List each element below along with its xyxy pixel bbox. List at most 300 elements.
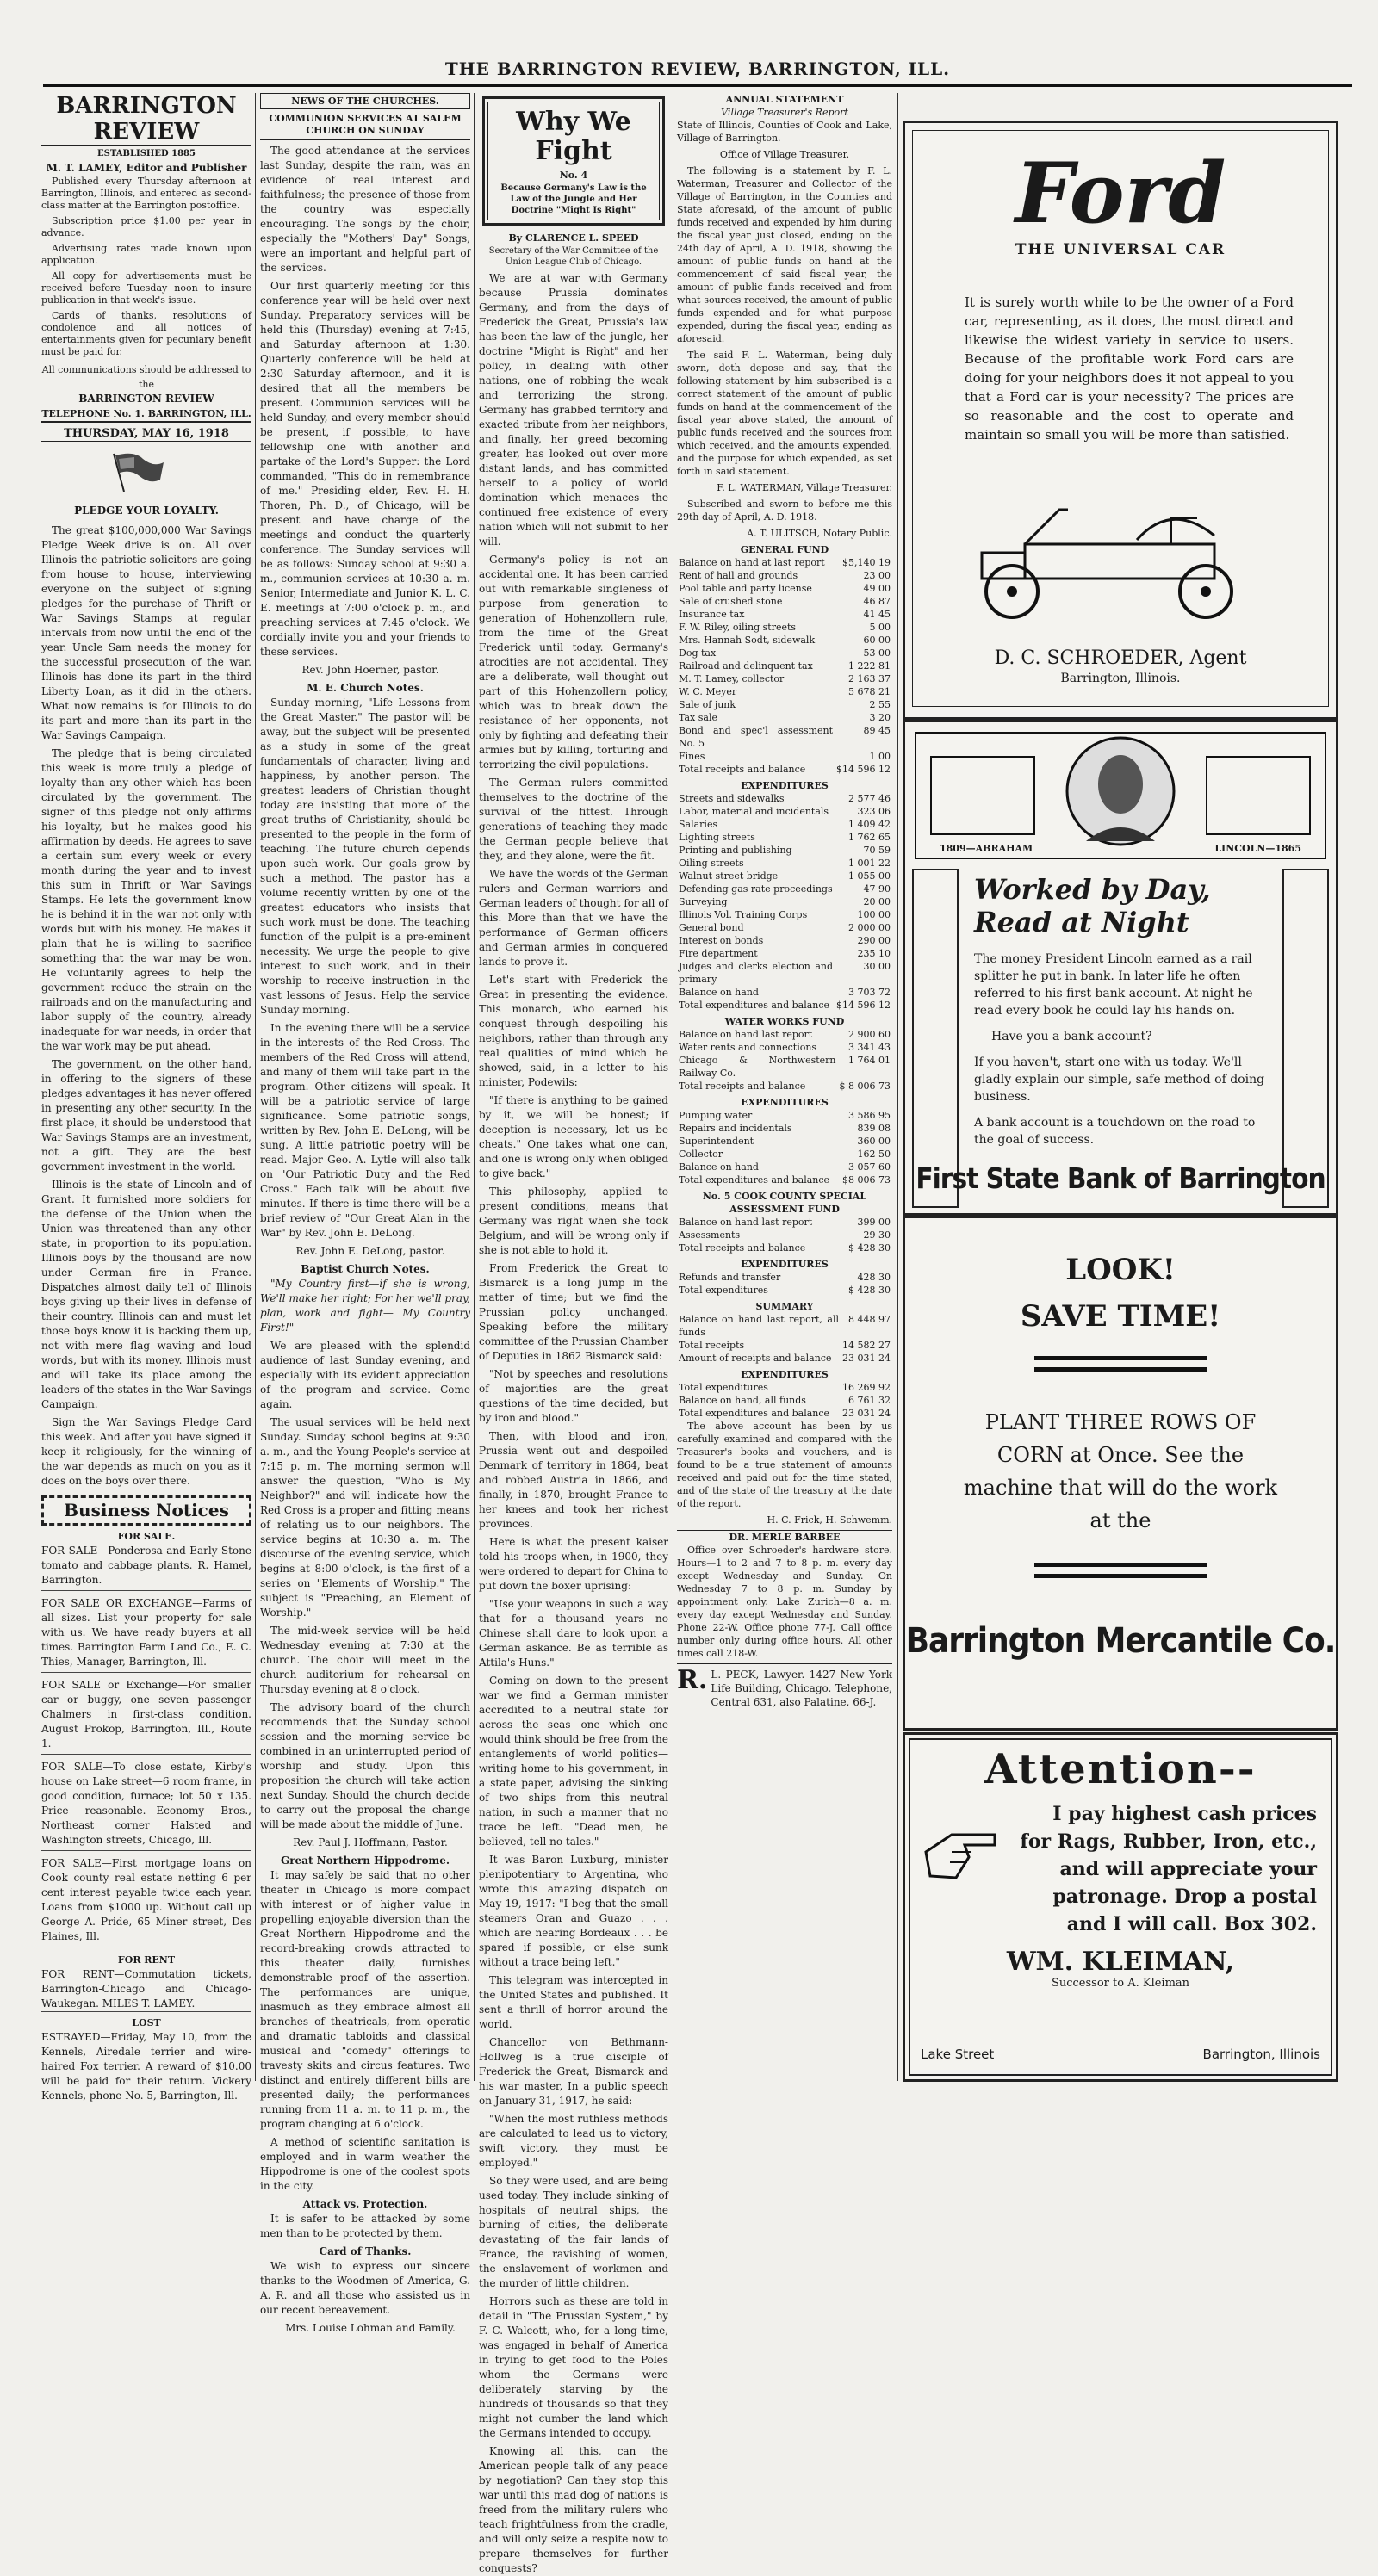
finance-row — [677, 634, 892, 647]
editor-line: M. T. LAMEY, Editor and Publisher — [46, 162, 247, 174]
finance-amount: 2 577 46 — [848, 793, 891, 804]
finance-amount: 47 90 — [863, 883, 891, 895]
finance-item: W. C. Meyer — [679, 686, 737, 697]
finance-item: Salaries — [679, 819, 718, 830]
classified-item: FOR SALE or Exchange—For smaller car or buggy, one seven passenger Chalmers in first-class condition. August Prokop, Barrington, Ill., Route 1. — [41, 1678, 251, 1755]
bank-body: If you haven't, start one with us today. We'll gladly explain our simple, safe method of doing business. — [974, 1056, 1265, 1104]
ford-ad — [903, 121, 1338, 720]
finance-item: Defending gas rate proceedings — [679, 883, 833, 895]
salem-headline: COMMUNION SERVICES AT SALEM CHURCH ON SUNDAY — [260, 113, 470, 140]
barbee-heading: DR. MERLE BARBEE — [677, 1530, 892, 1544]
finance-item: Total receipts and balance — [679, 1081, 806, 1092]
finance-row — [677, 569, 892, 582]
finance-amount: 360 00 — [857, 1136, 891, 1147]
kleiman-ad — [903, 1732, 1338, 2082]
signature: Mrs. Louise Lohman and Family. — [285, 2322, 456, 2334]
county-expenditures-table — [677, 1271, 892, 1297]
article-paragraph: Germany's policy is not an accidental one. It has been carried out with remarkable singleness of purpose from generation to generation of Hohenzollern rule, from the time of the Great Frederick until today. Germany's atrocities are not accidental. They are a deliberate, well thought out part of this Hohenzollern policy, which was to break down the resistance of her opponents, not only by fighting and defeating their armies but by killing, torturing and terrorizing the civil populations. — [479, 554, 668, 771]
finance-item: Surveying — [679, 896, 728, 907]
finance-row — [677, 805, 892, 818]
finance-row — [677, 818, 892, 831]
finance-item: Balance on hand — [679, 1161, 759, 1173]
finance-amount: 1 055 00 — [848, 870, 891, 882]
article-paragraph: "Not by speeches and resolutions of majorities are the great questions of the time decided, but by iron and blood." — [479, 1368, 668, 1424]
article-paragraph: We wish to express our sincere thanks to the Woodmen of America, G. A. R. and all those who assisted us in our recent bereavement. — [260, 2260, 470, 2316]
barbee-card: Office over Schroeder's hardware store. Hours—1 to 2 and 7 to 8 p. m. every day except Wednesday and Sunday. On Wednesday 7 to 8 p. m. Sunday by appointment only. Lake Zurich—8 a. m. every day except Wednesday and Sunday. Phone 22-W. Office phone 77-J. Call office number only during office hours. All other times call 218-W. — [677, 1545, 892, 1659]
finance-item: Rent of hall and grounds — [679, 570, 798, 581]
finance-item: Sale of junk — [679, 699, 736, 710]
finance-row — [677, 882, 892, 895]
issue-date: THURSDAY, MAY 16, 1918 — [41, 426, 251, 443]
subscription: Subscription price $1.00 per year in advance. — [41, 215, 251, 238]
finance-row — [677, 595, 892, 608]
business-notices-heading: Business Notices — [41, 1495, 251, 1526]
summary-table — [677, 1313, 892, 1365]
column-2 — [260, 93, 470, 2334]
thanks-headline: Card of Thanks. — [319, 2245, 412, 2257]
bank-slogan-line1: Worked by Day, — [974, 873, 1211, 906]
audit-note: The above account has been by us carefully examined and compared with the Treasurer's books and vouchers, and is found to be a true statement of amounts received and paid out for the time stated, and of the state of the treasury at the date of the report. — [677, 1421, 892, 1509]
cards-note: Cards of thanks, resolutions of condolence and all notices of entertainments given for pecuniary benefit must be paid for. — [41, 310, 251, 357]
finance-amount: $8 006 73 — [842, 1174, 891, 1186]
article-paragraph: From Frederick the Great to Bismarck is a long jump in the matter of time; but we find the Prussian policy unchanged. Speaking before the military committee of the Prussian Chamber of Deputies in 1862 Bismarck said: — [479, 1262, 668, 1362]
article-paragraph: The advisory board of the church recommends that the Sunday school session and the morning service be combined in an uninterrupted period of worship and study. Upon this proposition the church will take action next Sunday. Should the church decide to carry out the proposal the change will be made about the middle of June. — [260, 1701, 470, 1830]
finance-item: Railroad and delinquent tax — [679, 660, 813, 672]
finance-row — [677, 870, 892, 882]
finance-amount: 8 448 97 — [848, 1314, 891, 1325]
hippodrome-headline: Great Northern Hippodrome. — [280, 1855, 450, 1867]
finance-row — [677, 831, 892, 844]
finance-row — [677, 763, 892, 776]
classified-item: FOR SALE—First mortgage loans on Cook county real estate netting 6 per cent interest payable twice each year. Loans from $1000 up. Without call up George A. Pride, 65 Miner street, Des Plaines, Ill. — [41, 1856, 251, 1947]
bank-body: A bank account is a touchdown on the road to the goal of success. — [974, 1116, 1256, 1147]
finance-item: Oiling streets — [679, 858, 744, 869]
article-paragraph: Sunday morning, "Life Lessons from the Great Master." The pastor will be away, but the subject will be presented as a study in some of the great fundamentals of character, living and happiness, by another person. The greatest leaders of Christian thought today are insisting that more of the great truths of Christianity, should be presented to the people in the form of teaching. The future church depends upon such work. Our goals grow by such a method. The pastor has a volume recently written by one of the greatest educators who insists that such work must be done. The teaching function of the pulpit is a pre-eminent necessity. We urge the people to give interest to such work, and in their worship to receive instruction in the vast lessons of Jesus. Help the service Sunday morning. — [260, 697, 470, 1016]
finance-amount: 162 50 — [857, 1149, 891, 1160]
finance-item: Total expenditures — [679, 1285, 768, 1296]
finance-item: Chicago & Northwestern Railway Co. — [679, 1055, 836, 1079]
article-paragraph: Here is what the present kaiser told his troops when, in 1900, they were ordered to depart for China to put down the boxer uprising: — [479, 1536, 668, 1592]
why-we-fight-title: Why We Fight — [516, 107, 631, 166]
classified-item: FOR SALE—Ponderosa and Early Stone tomato and cabbage plants. R. Hamel, Barrington. — [41, 1544, 251, 1591]
for-sale-heading: FOR SALE. — [117, 1531, 176, 1542]
finance-item: Interest on bonds — [679, 935, 764, 946]
mercantile-ad — [903, 1216, 1338, 1731]
expenditures-heading: EXPENDITURES — [741, 1259, 829, 1270]
finance-amount: 23 031 24 — [842, 1353, 891, 1364]
finance-row — [677, 659, 892, 672]
finance-item: Illinois Vol. Training Corps — [679, 909, 808, 920]
finance-item: Pumping water — [679, 1110, 753, 1121]
finance-item: Water rents and connections — [679, 1042, 817, 1053]
finance-item: Fines — [679, 751, 705, 762]
finance-amount: 3 057 60 — [848, 1161, 891, 1173]
merc-body: machine that will do the work — [963, 1476, 1278, 1500]
finance-item: Total expenditures — [679, 1382, 768, 1393]
column-1 — [41, 93, 251, 2102]
expenditures-heading: EXPENDITURES — [741, 780, 829, 791]
article-paragraph: It is safer to be attacked by some men than to be protected by them. — [260, 2213, 470, 2239]
years-right: LINCOLN—1865 — [1214, 843, 1301, 854]
water-expenditures-table — [677, 1109, 892, 1186]
finance-amount: $14 596 12 — [836, 764, 891, 775]
finance-amount: 1 00 — [869, 751, 891, 762]
article-paragraph: The German rulers committed themselves to the doctrine of the survival of the fittest. Through generations of teaching they made the German people believe that they, and they alone, were the fit. — [479, 777, 668, 862]
finance-row — [677, 1313, 892, 1339]
telephone: TELEPHONE No. 1. BARRINGTON, ILL. — [41, 406, 251, 423]
finance-amount: 14 582 27 — [842, 1340, 891, 1351]
finance-amount: 30 00 — [863, 961, 891, 972]
column-4 — [677, 93, 892, 2081]
statement-oath: The said F. L. Waterman, being duly sworn, doth depose and say, that the following statement by him subscribed is a correct statement of the amount of public funds on hand at the commencement of the fiscal year above stated, the amount of public funds received and the sources from which received, and the amounts expended, and the purpose for which expended, as set forth in said statement. — [677, 350, 892, 477]
flag-icon — [41, 447, 251, 498]
finance-row — [677, 1216, 892, 1229]
finance-item: Total expenditures and balance — [679, 1000, 830, 1011]
finance-row — [677, 672, 892, 685]
ford-body: It is surely worth while to be the owner of a Ford car, representing, as it does, the most direct and likewise the widest variety in service to users. Because of the profitable work Ford cars are doing for your neighbors does it not appeal to you that a Ford car is your necessity? The prices are so reasonable and the cost to operate and maintain so small you will be more than satisfied. — [965, 294, 1294, 443]
finance-amount: 1 409 42 — [848, 819, 891, 830]
signature: Rev. John Hoerner, pastor. — [301, 664, 439, 676]
finance-amount: 235 10 — [857, 948, 891, 959]
pledge-paragraph: The great $100,000,000 War Savings Pledge Week drive is on. All over Illinois the patriotic solicitors are going from house to house, interviewing everyone on the subject of signing pledges for the purchase of Thrift or War Savings Stamps at regular intervals from now until the end of the year. Uncle Sam needs the money for the successful prosecution of the war. Illinois has done its part in the third Liberty Loan, as it did in the others. What now remains is for Illinois to do its part and more than its part in the War Savings Campaign. — [41, 524, 251, 741]
publication-note: Published every Thursday afternoon at Barrington, Illinois, and entered as second-class matter at the Barrington postoffice. — [41, 176, 251, 211]
finance-amount: 6 761 32 — [848, 1395, 891, 1406]
finance-amount: 29 30 — [863, 1229, 891, 1241]
finance-item: Walnut street bridge — [679, 870, 779, 882]
finance-item: F. W. Riley, oiling streets — [679, 622, 797, 633]
finance-amount: 41 45 — [863, 609, 891, 620]
finance-amount: 290 00 — [857, 935, 891, 946]
finance-row — [677, 1284, 892, 1297]
look-heading: LOOK! — [1065, 1253, 1176, 1287]
finance-item: Streets and sidewalks — [679, 793, 785, 804]
expenditures-heading: EXPENDITURES — [741, 1369, 829, 1380]
auditors: H. C. Frick, H. Schwemm. — [767, 1514, 892, 1526]
byline-title: Secretary of the War Committee of the Union League Club of Chicago. — [488, 246, 659, 267]
lost-item: ESTRAYED—Friday, May 10, from the Kennels, Airedale terrier and wire-haired Fox terrier. A reward of $10.00 will be paid for their return. Vickery Kennels, phone No. 5, Barrington, Ill. — [41, 2031, 251, 2102]
finance-row — [677, 908, 892, 921]
article-paragraph: The good attendance at the services last Sunday, despite the rain, was an evidence of real interest and faithfulness; the presence of those from the country was especially encouraging. The songs by the choir, especially the "Mothers' Day" Songs, were an important and helpful part of the services. — [260, 145, 470, 274]
finance-item: Collector — [679, 1149, 723, 1160]
finance-item: Dog tax — [679, 647, 717, 659]
ad-copy-note: All copy for advertisements must be received before Tuesday noon to insure publication in that week's issue. — [41, 270, 251, 306]
finance-row — [677, 1339, 892, 1352]
finance-row — [677, 621, 892, 634]
column-rule — [897, 93, 898, 2081]
save-time-heading: SAVE TIME! — [1020, 1299, 1221, 1334]
finance-row — [677, 1242, 892, 1254]
article-paragraph: It was Baron Luxburg, minister plenipotentiary to Argentina, who wrote this amazing dispatch on May 19, 1917: "I beg that the small steamers Oran and Guazo . . . which are nearing Bordeaux . . . be spared if possible, or else sunk without a trace being left." — [479, 1854, 668, 1968]
article-paragraph: We are at war with Germany because Prussia dominates Germany, and from the days of Frederick the Great, Prussia's law has been the law of the jungle, her doctrine "Might is Right" and her policy, in dealing with other nations, one of robbing the weak and terrorizing the strong. Germany has grabbed territory and exacted tribute from her neighbors, and finally, her greed becoming greater, has looked out over more distant lands, and has committed herself to a policy of world domination which menaces the continued free existence of every nation which will not submit to her will. — [479, 272, 668, 548]
finance-row — [677, 582, 892, 595]
established: ESTABLISHED 1885 — [97, 149, 196, 158]
churches-section-title: NEWS OF THE CHURCHES. — [260, 93, 470, 109]
finance-item: Balance on hand, all funds — [679, 1395, 806, 1406]
finance-item: Judges and clerks election and primary — [679, 961, 834, 985]
finance-amount: 46 87 — [863, 596, 891, 607]
column-rule — [255, 93, 256, 2081]
finance-item: Fire department — [679, 948, 758, 959]
finance-amount: 70 59 — [863, 845, 891, 856]
general-expenditures-table — [677, 792, 892, 1012]
finance-amount: 16 269 92 — [842, 1382, 891, 1393]
finance-row — [677, 1407, 892, 1420]
pointing-hand-icon — [917, 1809, 1012, 1898]
finance-item: Refunds and transfer — [679, 1272, 781, 1283]
finance-item: Balance on hand — [679, 987, 759, 998]
finance-item: Mrs. Hannah Sodt, sidewalk — [679, 635, 816, 646]
finance-item: Amount of receipts and balance — [679, 1353, 832, 1364]
article-paragraph: Let's start with Frederick the Great in presenting the evidence. This monarch, who earned his conquest through despoiling his neighbors, rather than through any real qualities of mind which he showed, said, in a letter to his minister, Podewils: — [479, 974, 668, 1088]
column-3 — [479, 93, 668, 2574]
me-headline: M. E. Church Notes. — [307, 682, 424, 694]
finance-amount: 399 00 — [857, 1217, 891, 1228]
article-paragraph: We are pleased with the splendid audience of last Sunday evening, and especially with its evident appreciation of the program and service. Come again. — [260, 1340, 470, 1410]
treasurer-signature: F. L. WATERMAN, Village Treasurer. — [717, 482, 892, 493]
subscribed-line: Subscribed and sworn to before me this 29th day of April, A. D. 1918. — [677, 498, 892, 523]
finance-row — [677, 1381, 892, 1394]
finance-item: General bond — [679, 922, 744, 933]
notary-signature: A. T. ULITSCH, Notary Public. — [747, 528, 892, 539]
finance-item: Insurance tax — [679, 609, 745, 620]
state-line: State of Illinois, Counties of Cook and Lake, Village of Barrington. — [677, 120, 892, 144]
finance-row — [677, 960, 892, 986]
rent-item: FOR RENT—Commutation tickets, Barrington-Chicago and Chicago-Waukegan. MILES T. LAMEY. — [41, 1967, 251, 2012]
lincoln-bank-ad — [903, 720, 1338, 1216]
column-rule — [474, 93, 475, 2081]
merc-body: CORN at Once. See the — [996, 1443, 1245, 1467]
article-paragraph: We have the words of the German rulers and German warriors and German leaders of thought for all of this. More than that we have the performance of German officers and German armies in conquered lands to prove it. — [479, 868, 668, 968]
finance-amount: 428 30 — [857, 1272, 891, 1283]
finance-item: M. T. Lamey, collector — [679, 673, 785, 684]
finance-row — [677, 711, 892, 724]
finance-row — [677, 857, 892, 870]
finance-item: Superintendent — [679, 1136, 754, 1147]
water-fund-table — [677, 1028, 892, 1093]
classified-item: FOR SALE—To close estate, Kirby's house on Lake street—6 room frame, in good condition, furnace; lot 50 x 135. Price reasonable.—Economy Bros., Northeast corner Halsted and Washington streets, Chicago, Ill. — [41, 1760, 251, 1851]
finance-item: Balance on hand last report — [679, 1217, 813, 1228]
pledge-paragraph: The government, on the other hand, in offering to the signers of these pledges advantages it has never offered in presenting any other security. In the first place, it should be understood that War Savings Stamps are an investment, not a gift. They are the best government investment in the world. — [41, 1058, 251, 1173]
signature: Rev. John E. DeLong, pastor. — [295, 1245, 445, 1257]
finance-row — [677, 999, 892, 1012]
pledge-paragraph: The pledge that is being circulated this week is more truly a pledge of loyalty than any other which has been circulated by the government. The signer of this pledge not only affirms his loyalty, but he makes good his affirmation by deeds. He agrees to save a certain sum every week or every month during the year and to invest this sum in Thrift or War Savings Stamps. He lets the government know he is behind it in the war not only with words but with his money. He makes it plain that he is willing to sacrifice something that the war may be won. He voluntarily agrees to help the government reduce the strain on the railroads and on the manufacturing and labor supply of the country, already inadequate for war needs, in order that the war work may be put ahead. — [41, 747, 251, 1052]
address-line: All communications should be addressed to the — [41, 362, 251, 392]
poem: "My Country first—if she is wrong, We'll make her right; For her we'll pray, plan, work and fight— My Country First!" — [260, 1278, 470, 1334]
article-paragraph: Horrors such as these are told in detail in "The Prussian System," by F. C. Walcott, who, for a long time, was engaged in behalf of America in trying to get food to the Poles whom the Germans were deliberately starving by the hundreds of thousands so that they might not cumber the land which the Germans intended to occupy. — [479, 2295, 668, 2439]
office-line: Office of Village Treasurer. — [719, 149, 850, 160]
finance-amount: $ 428 30 — [848, 1242, 891, 1254]
kleiman-name: WM. KLEIMAN, — [1006, 1947, 1235, 1977]
finance-row — [677, 1028, 892, 1041]
ford-agent: D. C. SCHROEDER, Agent — [994, 647, 1247, 669]
finance-amount: 1 222 81 — [848, 660, 891, 672]
finance-row — [677, 1394, 892, 1407]
finance-item: Printing and publishing — [679, 845, 792, 856]
finance-amount: 2 55 — [869, 699, 891, 710]
nameplate: BARRINGTON REVIEW — [41, 93, 251, 146]
series-number: No. 4 — [559, 170, 588, 181]
finance-amount: 60 00 — [863, 635, 891, 646]
finance-item: Pool table and party license — [679, 583, 812, 594]
car-icon — [965, 492, 1275, 625]
water-fund-heading: WATER WORKS FUND — [724, 1016, 845, 1027]
merc-body: at the — [1089, 1508, 1151, 1533]
article-paragraph: "When the most ruthless methods are calculated to lead us to victory, swift victory, they must be employed." — [479, 2113, 668, 2169]
baptist-headline: Baptist Church Notes. — [301, 1263, 430, 1275]
finance-amount: 20 00 — [863, 896, 891, 907]
address-name: BARRINGTON REVIEW — [78, 393, 214, 405]
statement-heading: ANNUAL STATEMENT — [725, 94, 844, 105]
county-fund-table — [677, 1216, 892, 1254]
finance-amount: $ 8 006 73 — [839, 1081, 891, 1092]
finance-amount: 2 900 60 — [848, 1029, 891, 1040]
kleiman-successor: Successor to A. Kleiman — [1051, 1977, 1190, 1990]
county-fund-heading: No. 5 COOK COUNTY SPECIAL ASSESSMENT FUND — [702, 1191, 867, 1215]
pledge-title: PLEDGE YOUR LOYALTY. — [74, 505, 219, 517]
article-paragraph: The mid-week service will be held Wednesday evening at 7:30 at the church. The choir will meet in the church auditorium for rehearsal on Thursday evening at 8 o'clock. — [260, 1625, 470, 1695]
finance-amount: 53 00 — [863, 647, 891, 659]
mercantile-name: Barrington Mercantile Co. — [905, 1621, 1336, 1661]
finance-row — [677, 1229, 892, 1242]
finance-amount: 3 20 — [869, 712, 891, 723]
finance-row — [677, 724, 892, 750]
finance-row — [677, 698, 892, 711]
finance-row — [677, 685, 892, 698]
finance-row — [677, 1041, 892, 1054]
finance-amount: $14 596 12 — [836, 1000, 891, 1011]
bank-name: First State Bank of Barrington — [916, 1161, 1325, 1195]
for-rent-heading: FOR RENT — [117, 1954, 176, 1966]
finance-row — [677, 1054, 892, 1080]
summary-heading: SUMMARY — [755, 1301, 814, 1312]
ford-logo: Ford — [1015, 145, 1226, 242]
finance-amount: 3 341 43 — [848, 1042, 891, 1053]
finance-row — [677, 608, 892, 621]
finance-row — [677, 556, 892, 569]
merc-body: PLANT THREE ROWS OF — [984, 1410, 1257, 1434]
article-paragraph: This philosophy, applied to present conditions, means that Germany was right when she took Belgium, and will be wrong only if she is not able to hold it. — [479, 1186, 668, 1256]
finance-amount: 1 762 65 — [848, 832, 891, 843]
kleiman-street: Lake Street — [921, 2047, 995, 2062]
finance-row — [677, 647, 892, 659]
finance-amount: $ 428 30 — [848, 1285, 891, 1296]
finance-item: Lighting streets — [679, 832, 755, 843]
general-fund-heading: GENERAL FUND — [740, 544, 829, 555]
advertising: Advertising rates made known upon application. — [41, 243, 251, 266]
article-paragraph: It may safely be said that no other theater in Chicago is more compact with interest or of higher value in propelling enjoyable diversion than the Great Northern Hippodrome and the record-breaking crowds attracted to this theater daily, furnishes demonstrable proof of the assertion. The performances are unique, inasmuch as they embrace almost all branches of theatricals, from operatic and dramatic tabloids and classical musical and "comedy" offerings to travesty skits and circus features. Two distinct and entirely different bills are presented daily; the performances running from 11 a. m. to 11 p. m., the program changing at 6 o'clock. — [260, 1869, 470, 2130]
finance-item: Balance on hand at last report — [679, 557, 825, 568]
attention-heading: Attention-- — [984, 1745, 1257, 1793]
finance-row — [677, 844, 892, 857]
ford-town: Barrington, Illinois. — [1060, 672, 1181, 685]
finance-amount: $5,140 19 — [842, 557, 891, 568]
years-left: 1809—ABRAHAM — [940, 843, 1034, 854]
finance-item: Labor, material and incidentals — [679, 806, 829, 817]
finance-amount: 2 000 00 — [848, 922, 891, 933]
finance-row — [677, 1109, 892, 1122]
finance-amount: 3 586 95 — [848, 1110, 891, 1121]
finance-row — [677, 1352, 892, 1365]
finance-row — [677, 986, 892, 999]
finance-row — [677, 1173, 892, 1186]
finance-item: Tax sale — [679, 712, 717, 723]
finance-item: Total expenditures and balance — [679, 1174, 830, 1186]
article-paragraph: Our first quarterly meeting for this conference year will be held over next Sunday. Preparatory services will be held this (Thursday) evening at 7:45, and Saturday afternoon at 1:30. Quarterly conference will be held at 2:30 Saturday afternoon, and it is desired that all the members be present. Communion services will be held Sunday, and every member should be present, if possible, to have fellowship one with another and partake of the Lord's Supper: the Lord commanded, "This do in remembrance of me." Presiding elder, Rev. H. H. Thoren, Ph. D., of Chicago, will be present and have charge of the meetings and conduct the quarterly conference. The Sunday services will be as follows: Sunday school at 9:30 a. m., communion services at 10:30 a. m. Senior, Intermediate and Junior K. L. C. E. meetings at 7:00 o'clock p. m., and preaching services at 7:45 o'clock. We cordially invite you and your friends to these services. — [260, 280, 470, 658]
finance-row — [677, 1122, 892, 1135]
article-paragraph: "If there is anything to be gained by it, we will be honest; if deception is necessary, let us be cheats." One takes what one can, and one is wrong only when obliged to give back." — [479, 1094, 668, 1180]
finance-amount: 1 764 01 — [848, 1055, 891, 1066]
series-subtitle: Because Germany's Law is the Law of the Jungle and Her Doctrine "Might Is Right" — [500, 183, 647, 215]
ford-tagline: THE UNIVERSAL CAR — [1015, 241, 1226, 258]
finance-amount: 23 031 24 — [842, 1408, 891, 1419]
finance-item: Total receipts and balance — [679, 764, 806, 775]
finance-item: Total receipts and balance — [679, 1242, 806, 1254]
classified-item: FOR SALE OR EXCHANGE—Farms of all sizes. List your property for sale with us. We have ready buyers at all times. Barrington Farm Land Co., E. C. Thies, Manager, Barrington, Ill. — [41, 1596, 251, 1673]
finance-item: Repairs and incidentals — [679, 1123, 792, 1134]
finance-item: Total expenditures and balance — [679, 1408, 830, 1419]
article-paragraph: Knowing all this, can the American people talk of any peace by negotiation? Can they stop this war until this mad dog of nations is freed from the military rulers who teach frightfulness from the cradle, and will only seize a respite now to prepare themselves for further conquests? — [479, 2445, 668, 2574]
pledge-paragraph: Illinois is the state of Lincoln and of Grant. It furnished more soldiers for the defense of the Union when the Union was threatened than any other state, in proportion to its population. Illinois boys by the thousand are now under German fire in France. Dispatches almost daily tell of Illinois boys giving up their lives in defense of their country. Illinois can and must let those boys know it is backing them up, not with mere flag waving and loud words, but with its money. Illinois must and will take its place among the leaders of the states in the War Savings Campaign. — [41, 1179, 251, 1410]
finance-amount: 49 00 — [863, 583, 891, 594]
article-paragraph: "Use your weapons in such a way that for a thousand years no Chinese shall dare to look upon a German askance. Be as terrible as Attila's Huns." — [479, 1598, 668, 1669]
summary-expenditures-table — [677, 1381, 892, 1420]
finance-amount: 2 163 37 — [848, 673, 891, 684]
finance-amount: 5 00 — [869, 622, 891, 633]
lost-heading: LOST — [132, 2017, 161, 2028]
finance-row — [677, 1135, 892, 1148]
finance-row — [677, 792, 892, 805]
pledge-paragraph: Sign the War Savings Pledge Card this week. And after you have signed it keep it religiously, for the winning of the war depends as much on you as it does on the boys over there. — [41, 1416, 251, 1487]
finance-row — [677, 895, 892, 908]
finance-item: Bond and spec'l assessment No. 5 — [679, 725, 834, 749]
finance-item: Assessments — [679, 1229, 741, 1241]
finance-amount: 100 00 — [857, 909, 891, 920]
article-paragraph: A method of scientific sanitation is employed and in warm weather the Hippodrome is one of the coolest spots in the city. — [260, 2136, 470, 2192]
bank-body: Have you a bank account? — [991, 1030, 1152, 1043]
finance-row — [677, 1148, 892, 1161]
article-paragraph: Chancellor von Bethmann-Hollweg is a true disciple of Frederick the Great, Bismarck and his war master, In a public speech on January 31, 1917, he said: — [479, 2036, 668, 2107]
article-paragraph: Coming on down to the present war we find a German minister accredited to a neutral state for across the seas—one which one would think should be free from the entanglements of world politics—writing home to his government, in a state paper, advising the sinking of two ships from this neutral nation, in such a manner that no trace be left. "Dead men, he believed, tell no tales." — [479, 1675, 668, 1848]
byline: By CLARENCE L. SPEED — [508, 232, 639, 244]
finance-row — [677, 934, 892, 947]
finance-amount: 89 45 — [863, 725, 891, 736]
finance-amount: 5 678 21 — [848, 686, 891, 697]
finance-amount: 839 08 — [857, 1123, 891, 1134]
finance-item: Total receipts — [679, 1340, 745, 1351]
general-fund-table — [677, 556, 892, 776]
signature: Rev. Paul J. Hoffmann, Pastor. — [293, 1836, 448, 1848]
peck-card: L. PECK, Lawyer. 1427 New York Life Building, Chicago. Telephone, Central 631, also Palatine, 66-J. — [711, 1669, 892, 1708]
finance-amount: 3 703 72 — [848, 987, 891, 998]
finance-row — [677, 1271, 892, 1284]
article-paragraph: This telegram was intercepted in the United States and published. It sent a thrill of horror around the world. — [479, 1974, 668, 2030]
finance-row — [677, 921, 892, 934]
page-masthead: THE BARRINGTON REVIEW, BARRINGTON, ILL. — [43, 59, 1352, 87]
finance-amount: 323 06 — [857, 806, 891, 817]
bank-body: The money President Lincoln earned as a rail splitter he put in bank. In later life he often referred to his first bank account. At night he read every book he could lay his hands on. — [974, 952, 1253, 1018]
attention-body: I pay highest cash prices for Rags, Rubber, Iron, etc., and will appreciate your patronage. Drop a postal and I will call. Box 302. — [1020, 1803, 1317, 1935]
attack-headline: Attack vs. Protection. — [302, 2198, 428, 2210]
article-paragraph: In the evening there will be a service in the interests of the Red Cross. The members of the Red Cross will attend, and many of them will take part in the program. Other citizens will speak. It will be a patriotic service of large significance. Some patriotic songs, written by Rev. John E. DeLong, will be sung. A little patriotic poetry will be read. Major Geo. A. Lytle will also talk on "Our Patriotic Duty and the Red Cross." Each talk will be about five minutes. If there is time there will be a brief review of "Our Great Alan in the War" by Rev. John E. DeLong. — [260, 1022, 470, 1239]
finance-row — [677, 750, 892, 763]
article-paragraph: So they were used, and are being used today. They include sinking of hospitals of neutral ships, the burning of cities, the deliberate devastating of the fair lands of France, the ravishing of women, the enslavement of workmen and the murder of little children. — [479, 2175, 668, 2289]
finance-row — [677, 947, 892, 960]
finance-amount: 23 00 — [863, 570, 891, 581]
finance-item: Balance on hand last report, all funds — [679, 1314, 840, 1338]
classified-list — [41, 1544, 251, 1947]
article-paragraph: The usual services will be held next Sunday. Sunday school begins at 9:30 a. m., and the Young People's service at 7:15 p. m. The morning sermon will answer the question, "Who is My Neighbor?" and will indicate how the Red Cross is a proper and fitting means of relating us to our neighbors. The service begins at 10:30 a. m. The discourse of the evening service, which begins at 8:00 o'clock, is the first of a series on "Elements of Worship." The subject is "Preaching, an Element of Worship." — [260, 1416, 470, 1619]
finance-item: Sale of crushed stone — [679, 596, 783, 607]
